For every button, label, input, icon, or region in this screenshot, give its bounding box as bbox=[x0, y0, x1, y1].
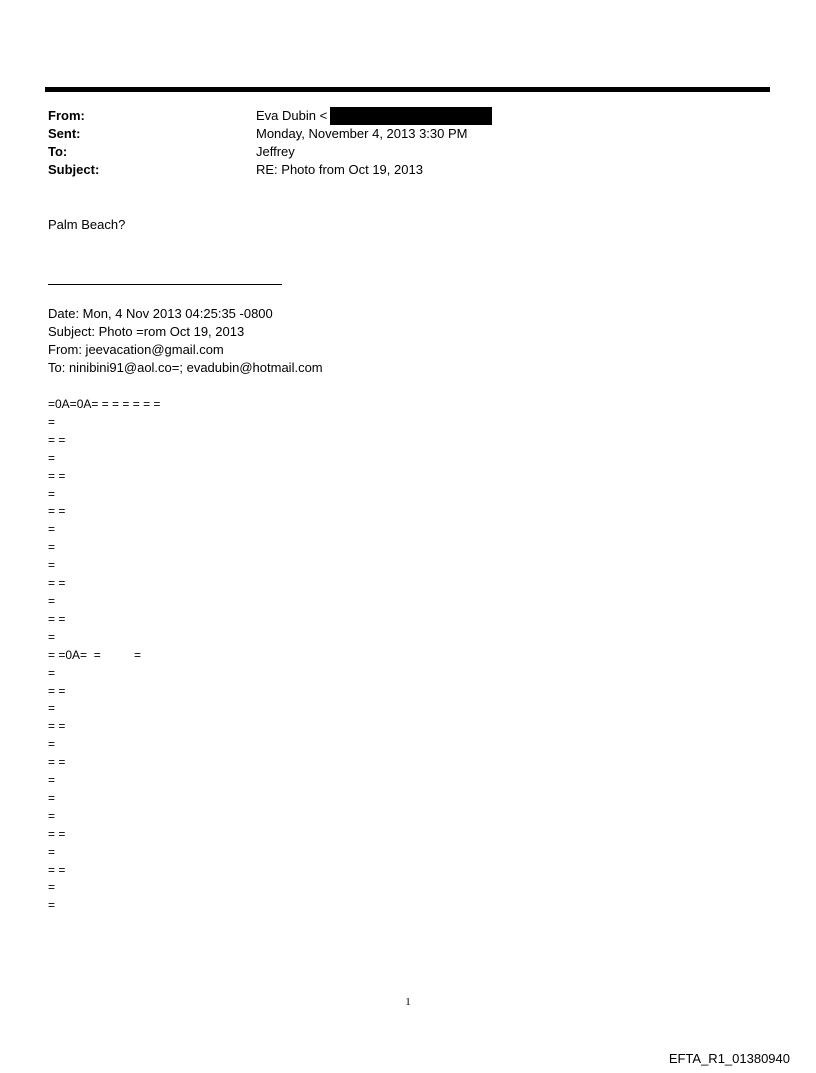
subject-value: RE: Photo from Oct 19, 2013 bbox=[256, 162, 423, 177]
fwd-date: Date: Mon, 4 Nov 2013 04:25:35 -0800 bbox=[48, 306, 273, 321]
to-value: Jeffrey bbox=[256, 144, 295, 159]
redaction-box bbox=[330, 107, 492, 125]
separator-rule bbox=[48, 284, 282, 285]
from-name: Eva Dubin < bbox=[256, 108, 328, 123]
quoted-printable-block: =0A=0A= = = = = = = = = = = = = = = = = = = = = = = = = = =0A= = = = = = = = = = = = = = = = = = = = = = bbox=[48, 397, 161, 913]
fwd-from: From: jeevacation@gmail.com bbox=[48, 342, 224, 357]
sent-value: Monday, November 4, 2013 3:30 PM bbox=[256, 126, 468, 141]
fwd-to: To: ninibini91@aol.co=; evadubin@hotmail.com bbox=[48, 360, 323, 375]
page-number: 1 bbox=[405, 996, 411, 1008]
fwd-subject: Subject: Photo =rom Oct 19, 2013 bbox=[48, 324, 245, 339]
top-rule bbox=[45, 87, 770, 92]
from-label: From: bbox=[48, 108, 85, 123]
from-value bbox=[256, 107, 492, 125]
subject-label: Subject: bbox=[48, 162, 100, 177]
document-id: EFTA_R1_01380940 bbox=[668, 1051, 790, 1066]
sent-label: Sent: bbox=[48, 126, 81, 141]
reply-text: Palm Beach? bbox=[48, 217, 126, 232]
to-label: To: bbox=[48, 144, 68, 159]
